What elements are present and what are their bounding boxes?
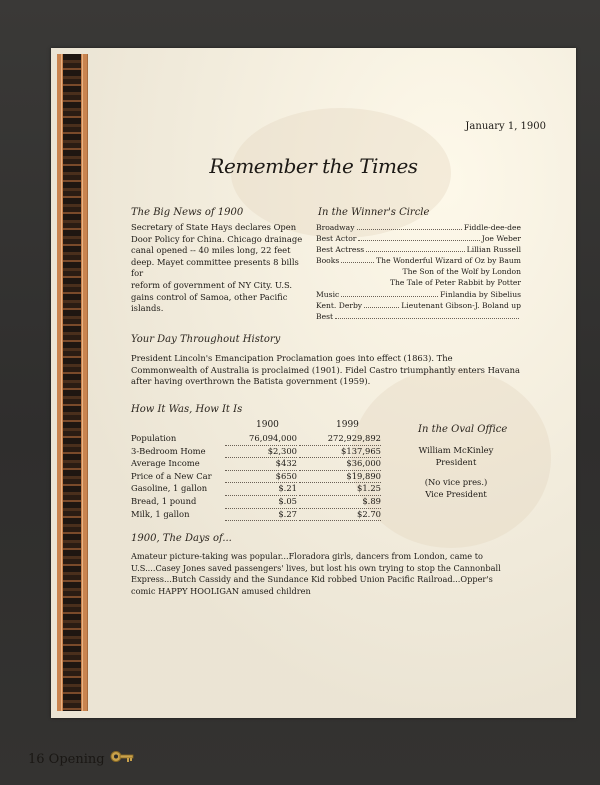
winner-value: The Wonderful Wizard of Oz by Baum <box>376 256 521 266</box>
table-row <box>131 496 381 509</box>
big-news-line: Secretary of State Hays declares Open <box>131 222 297 232</box>
winner-value: Lieutenant Gibson-J. Boland up <box>401 300 521 310</box>
days-of-body <box>131 551 541 597</box>
big-news-body <box>131 222 309 315</box>
page-title: Remember the Times <box>209 154 418 178</box>
table-row <box>131 458 381 471</box>
leader-dots <box>366 244 465 252</box>
winner-row <box>316 289 521 300</box>
days-of-line: comic HAPPY HOOLIGAN amused children <box>131 585 311 596</box>
days-of-line: Amateur picture-taking was popular...Floradora girls, dancers from London, came to <box>131 551 483 561</box>
comparison-table <box>131 433 381 521</box>
value-1900: 76,094,000 <box>225 433 297 446</box>
oval-office-body <box>401 445 511 500</box>
book-line: The Son of the Wolf by London <box>402 267 521 277</box>
value-1900: $.05 <box>225 496 297 509</box>
leader-dots <box>341 289 438 297</box>
big-news-line: deep. Mayet committee presents 8 bills for <box>131 256 299 279</box>
history-line: President Lincoln's Emancipation Proclamation goes into effect (1863). The <box>131 353 453 363</box>
big-news-line: reform of government of NY City. U.S. <box>131 279 293 290</box>
leader-dots <box>341 255 374 263</box>
memorial-page <box>51 48 576 718</box>
leader-dots <box>357 222 462 230</box>
winner-value: Lillian Russell <box>466 245 521 255</box>
winners-heading: In the Winner's Circle <box>318 207 430 218</box>
leader-dots <box>358 233 479 241</box>
row-label: Bread, 1 pound <box>131 495 197 506</box>
history-body <box>131 353 531 388</box>
winner-label: Best <box>316 311 334 321</box>
value-1999: $.89 <box>299 496 381 509</box>
row-label: 3-Bedroom Home <box>131 445 206 456</box>
value-1999: 272,929,892 <box>299 433 381 446</box>
table-row <box>131 446 381 459</box>
days-of-line: Express...Butch Cassidy and the Sundance Kid robbed Union Pacific Railroad...Opper's <box>131 574 493 585</box>
winner-label: Music <box>316 289 340 299</box>
winner-label: Best Actress <box>316 245 365 255</box>
value-1999: $1.25 <box>299 483 381 496</box>
winner-value: Fiddle-dee-dee <box>463 223 521 232</box>
vice-president-name: (No vice pres.) <box>424 477 488 488</box>
winner-row <box>316 255 521 266</box>
winner-row <box>316 222 521 233</box>
row-label: Gasoline, 1 gallon <box>131 483 208 494</box>
value-1900: $2,300 <box>225 446 297 459</box>
value-1999: $19,890 <box>299 471 381 484</box>
big-news-heading: The Big News of 1900 <box>131 207 244 218</box>
table-row <box>131 483 381 496</box>
row-label: Price of a New Car <box>131 470 212 481</box>
days-of-heading: 1900, The Days of... <box>131 533 232 544</box>
winner-value: Finlandia by Sibelius <box>440 289 521 299</box>
leader-dots <box>364 300 399 308</box>
date-stamp: January 1, 1900 <box>465 121 546 132</box>
table-row <box>131 433 381 446</box>
history-heading: Your Day Throughout History <box>131 334 281 345</box>
winner-value: Joe Weber <box>481 234 521 244</box>
value-1900: $432 <box>225 458 297 471</box>
big-news-line: islands. <box>131 303 164 314</box>
history-line: Commonwealth of Australia is proclaimed (1901). Fidel Castro triumphantly enters Havana <box>131 364 521 375</box>
winner-row <box>316 244 521 255</box>
winner-label: Broadway <box>316 223 355 232</box>
big-news-line: Door Policy for China. Chicago drainage <box>131 233 303 244</box>
value-1999: $2.70 <box>299 509 381 522</box>
winners-list <box>316 222 521 322</box>
how-it-was-heading: How It Was, How It Is <box>131 404 243 415</box>
value-1900: $.27 <box>225 509 297 522</box>
winner-row <box>316 300 521 311</box>
history-line: after having overthrown the Batista government (1959). <box>131 376 371 387</box>
value-1900: $.21 <box>225 483 297 496</box>
value-1999: $137,965 <box>299 446 381 459</box>
president-name: William McKinley <box>418 445 494 455</box>
book-line: The Tale of Peter Rabbit by Potter <box>389 278 521 288</box>
days-of-line: U.S....Casey Jones saved passengers' lives, but lost his own trying to stop the Cannonball <box>131 562 501 573</box>
president-title: President <box>435 456 477 467</box>
row-label: Population <box>131 433 177 443</box>
table-row <box>131 509 381 522</box>
column-1999-header: 1999 <box>336 420 359 430</box>
big-news-line: canal opened -- 40 miles long, 22 feet <box>131 245 291 256</box>
value-1999: $36,000 <box>299 458 381 471</box>
page-footer-label: 16 Opening <box>28 752 105 767</box>
winner-row <box>316 311 521 322</box>
key-icon <box>110 748 135 765</box>
row-label: Milk, 1 gallon <box>131 508 190 519</box>
column-1900-header: 1900 <box>256 420 279 430</box>
big-news-line: gains control of Samoa, other Pacific <box>131 291 288 302</box>
winner-label: Books <box>316 256 340 266</box>
vice-president-title: Vice President <box>425 488 487 499</box>
value-1900: $650 <box>225 471 297 484</box>
table-row <box>131 471 381 484</box>
winner-label: Best Actor <box>316 234 357 244</box>
leader-dots <box>335 311 519 319</box>
winner-row <box>316 233 521 244</box>
oval-office-heading: In the Oval Office <box>418 424 508 435</box>
row-label: Average Income <box>131 458 200 469</box>
winner-label: Kent. Derby <box>316 300 363 310</box>
